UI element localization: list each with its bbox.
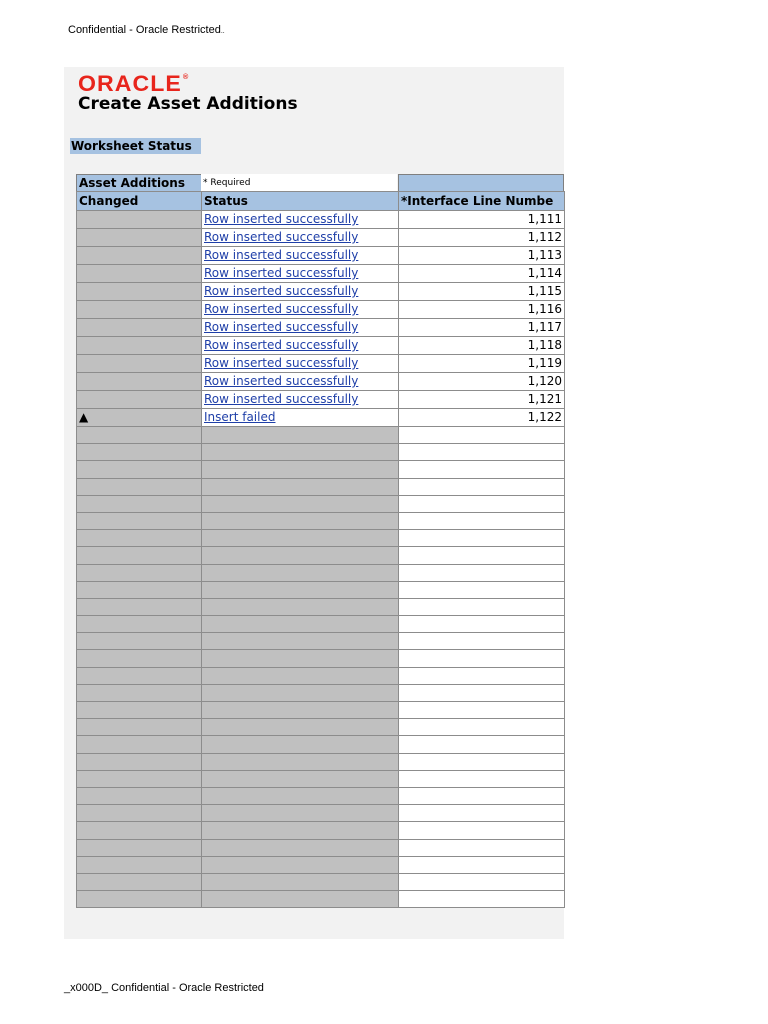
changed-cell[interactable] (77, 283, 202, 301)
empty-table-row (77, 770, 565, 787)
status-link[interactable]: Row inserted successfully (204, 212, 359, 226)
status-cell (202, 409, 399, 427)
empty-table-row (77, 461, 565, 478)
empty-table-row (77, 805, 565, 822)
status-cell[interactable] (202, 633, 399, 650)
interface-line-number-cell[interactable] (399, 873, 565, 890)
status-cell[interactable] (202, 719, 399, 736)
worksheet-status-label[interactable]: Worksheet Status (70, 138, 201, 154)
interface-line-number-cell[interactable]: 1,117 (399, 319, 565, 337)
changed-cell[interactable] (77, 530, 202, 547)
interface-line-number-cell[interactable]: 1,115 (399, 283, 565, 301)
table-row (77, 355, 565, 373)
interface-line-number-cell[interactable]: 1,118 (399, 337, 565, 355)
column-header-changed: Changed (77, 192, 202, 211)
interface-line-number-cell[interactable] (399, 891, 565, 908)
empty-table-row (77, 787, 565, 804)
status-cell[interactable] (202, 461, 399, 478)
status-cell[interactable] (202, 770, 399, 787)
empty-table-row (77, 702, 565, 719)
oracle-logo: ORACLE® (78, 71, 189, 96)
status-cell (202, 265, 399, 283)
status-link[interactable]: Row inserted successfully (204, 356, 359, 370)
interface-line-number-cell[interactable]: 1,120 (399, 373, 565, 391)
interface-line-number-cell[interactable]: 1,113 (399, 247, 565, 265)
interface-line-number-cell[interactable] (399, 633, 565, 650)
table-row (77, 337, 565, 355)
table-row (77, 265, 565, 283)
interface-line-number-cell[interactable]: 1,116 (399, 301, 565, 319)
interface-line-number-cell[interactable] (399, 495, 565, 512)
status-cell[interactable] (202, 581, 399, 598)
table-row (77, 283, 565, 301)
empty-table-row (77, 753, 565, 770)
interface-line-number-cell[interactable]: 1,119 (399, 355, 565, 373)
interface-line-number-cell[interactable] (399, 684, 565, 701)
status-link[interactable]: Row inserted successfully (204, 302, 359, 316)
column-header-interface-top (398, 174, 564, 191)
table-row (77, 301, 565, 319)
interface-line-number-cell[interactable] (399, 753, 565, 770)
status-cell[interactable] (202, 478, 399, 495)
changed-cell[interactable] (77, 719, 202, 736)
table-row (77, 229, 565, 247)
status-link[interactable]: Row inserted successfully (204, 374, 359, 388)
changed-cell[interactable] (77, 839, 202, 856)
status-cell (202, 283, 399, 301)
interface-line-number-cell[interactable] (399, 822, 565, 839)
table-row (77, 409, 565, 427)
changed-cell[interactable] (77, 616, 202, 633)
status-link[interactable]: Row inserted successfully (204, 230, 359, 244)
empty-table-row (77, 839, 565, 856)
table-row (77, 319, 565, 337)
status-cell[interactable] (202, 512, 399, 529)
status-table (76, 191, 565, 908)
status-cell[interactable] (202, 805, 399, 822)
status-cell[interactable] (202, 891, 399, 908)
interface-line-number-cell[interactable] (399, 598, 565, 615)
status-cell (202, 229, 399, 247)
empty-table-row (77, 444, 565, 461)
table-row (77, 211, 565, 229)
empty-table-row (77, 478, 565, 495)
table-row (77, 391, 565, 409)
empty-table-row (77, 891, 565, 908)
status-cell[interactable] (202, 839, 399, 856)
interface-line-number-cell[interactable] (399, 805, 565, 822)
changed-cell[interactable] (77, 822, 202, 839)
status-cell (202, 337, 399, 355)
empty-table-row (77, 598, 565, 615)
interface-line-number-cell[interactable] (399, 770, 565, 787)
empty-table-row (77, 684, 565, 701)
status-link[interactable]: Row inserted successfully (204, 248, 359, 262)
changed-cell[interactable] (77, 667, 202, 684)
changed-cell[interactable] (77, 753, 202, 770)
changed-cell[interactable] (77, 355, 202, 373)
changed-cell[interactable] (77, 211, 202, 229)
changed-cell[interactable] (77, 650, 202, 667)
status-cell (202, 373, 399, 391)
status-cell[interactable] (202, 702, 399, 719)
required-note: * Required (201, 174, 397, 191)
empty-table-row (77, 719, 565, 736)
interface-line-number-cell[interactable] (399, 856, 565, 873)
changed-cell[interactable] (77, 770, 202, 787)
changed-cell[interactable] (77, 495, 202, 512)
status-cell[interactable] (202, 787, 399, 804)
changed-cell[interactable] (77, 547, 202, 564)
changed-cell[interactable] (77, 856, 202, 873)
interface-line-number-cell[interactable] (399, 427, 565, 444)
status-cell (202, 211, 399, 229)
changed-cell[interactable] (77, 461, 202, 478)
status-cell[interactable] (202, 822, 399, 839)
changed-cell[interactable] (77, 512, 202, 529)
status-cell[interactable] (202, 427, 399, 444)
status-cell (202, 301, 399, 319)
status-cell[interactable] (202, 444, 399, 461)
table-body (77, 211, 565, 908)
interface-line-number-cell[interactable] (399, 581, 565, 598)
changed-cell[interactable] (77, 564, 202, 581)
empty-table-row (77, 856, 565, 873)
status-cell[interactable] (202, 495, 399, 512)
status-link[interactable]: Row inserted successfully (204, 338, 359, 352)
interface-line-number-cell[interactable]: 1,121 (399, 391, 565, 409)
interface-line-number-cell[interactable] (399, 650, 565, 667)
changed-cell[interactable] (77, 702, 202, 719)
status-cell (202, 247, 399, 265)
interface-line-number-cell[interactable] (399, 478, 565, 495)
interface-line-number-cell[interactable] (399, 512, 565, 529)
changed-cell[interactable] (77, 265, 202, 283)
empty-table-row (77, 633, 565, 650)
status-cell[interactable] (202, 547, 399, 564)
changed-cell[interactable] (77, 247, 202, 265)
status-cell (202, 355, 399, 373)
header-confidential-note: Confidential - Oracle Restricted.. (68, 24, 225, 36)
interface-line-number-cell[interactable] (399, 839, 565, 856)
interface-line-number-cell[interactable] (399, 461, 565, 478)
interface-line-number-cell[interactable]: 1,122 (399, 409, 565, 427)
status-link[interactable]: Row inserted successfully (204, 284, 359, 298)
empty-table-row (77, 547, 565, 564)
empty-table-row (77, 427, 565, 444)
empty-table-row (77, 495, 565, 512)
interface-line-number-cell[interactable] (399, 444, 565, 461)
empty-table-row (77, 873, 565, 890)
changed-cell[interactable] (77, 891, 202, 908)
status-cell[interactable] (202, 873, 399, 890)
interface-line-number-cell[interactable] (399, 787, 565, 804)
changed-cell[interactable] (77, 229, 202, 247)
changed-cell[interactable] (77, 633, 202, 650)
changed-cell[interactable] (77, 787, 202, 804)
interface-line-number-cell[interactable]: 1,114 (399, 265, 565, 283)
changed-cell[interactable] (77, 736, 202, 753)
changed-cell[interactable] (77, 319, 202, 337)
status-link[interactable]: Row inserted successfully (204, 392, 359, 406)
empty-table-row (77, 512, 565, 529)
changed-cell[interactable] (77, 337, 202, 355)
status-link[interactable]: Row inserted successfully (204, 266, 359, 280)
interface-line-number-cell[interactable] (399, 547, 565, 564)
status-cell[interactable] (202, 684, 399, 701)
interface-line-number-cell[interactable] (399, 564, 565, 581)
empty-table-row (77, 616, 565, 633)
interface-line-number-cell[interactable] (399, 702, 565, 719)
status-cell[interactable] (202, 598, 399, 615)
column-header-changed-line1: Asset Additions (76, 174, 201, 191)
page-title: Create Asset Additions (78, 94, 298, 114)
empty-table-row (77, 530, 565, 547)
changed-cell[interactable] (77, 684, 202, 701)
changed-cell[interactable] (77, 873, 202, 890)
status-cell[interactable] (202, 753, 399, 770)
empty-table-row (77, 736, 565, 753)
changed-cell[interactable] (77, 805, 202, 822)
status-link[interactable]: Row inserted successfully (204, 320, 359, 334)
empty-table-row (77, 822, 565, 839)
interface-line-number-cell[interactable] (399, 736, 565, 753)
changed-cell[interactable] (77, 444, 202, 461)
interface-line-number-cell[interactable] (399, 530, 565, 547)
status-cell[interactable] (202, 530, 399, 547)
changed-cell[interactable] (77, 301, 202, 319)
interface-line-number-cell[interactable]: 1,111 (399, 211, 565, 229)
empty-table-row (77, 564, 565, 581)
table-row (77, 247, 565, 265)
interface-line-number-cell[interactable]: 1,112 (399, 229, 565, 247)
status-link[interactable]: Insert failed (204, 410, 276, 424)
status-cell[interactable] (202, 667, 399, 684)
table-header-row (77, 192, 565, 211)
changed-cell[interactable] (77, 598, 202, 615)
status-cell (202, 319, 399, 337)
status-cell (202, 391, 399, 409)
interface-line-number-cell[interactable] (399, 719, 565, 736)
column-header-interface-line-number: *Interface Line Numbe (399, 192, 565, 211)
changed-cell[interactable] (77, 427, 202, 444)
empty-table-row (77, 581, 565, 598)
status-cell[interactable] (202, 736, 399, 753)
changed-cell[interactable]: ▲ (77, 409, 202, 427)
status-cell[interactable] (202, 650, 399, 667)
changed-cell[interactable] (77, 581, 202, 598)
changed-cell[interactable] (77, 373, 202, 391)
status-cell[interactable] (202, 616, 399, 633)
empty-table-row (77, 650, 565, 667)
empty-table-row (77, 667, 565, 684)
interface-line-number-cell[interactable] (399, 667, 565, 684)
interface-line-number-cell[interactable] (399, 616, 565, 633)
changed-cell[interactable] (77, 391, 202, 409)
footer-confidential-note: _x000D_ Confidential - Oracle Restricted (64, 982, 264, 994)
status-cell[interactable] (202, 856, 399, 873)
table-row (77, 373, 565, 391)
changed-cell[interactable] (77, 478, 202, 495)
column-header-status: Status (202, 192, 399, 211)
status-cell[interactable] (202, 564, 399, 581)
